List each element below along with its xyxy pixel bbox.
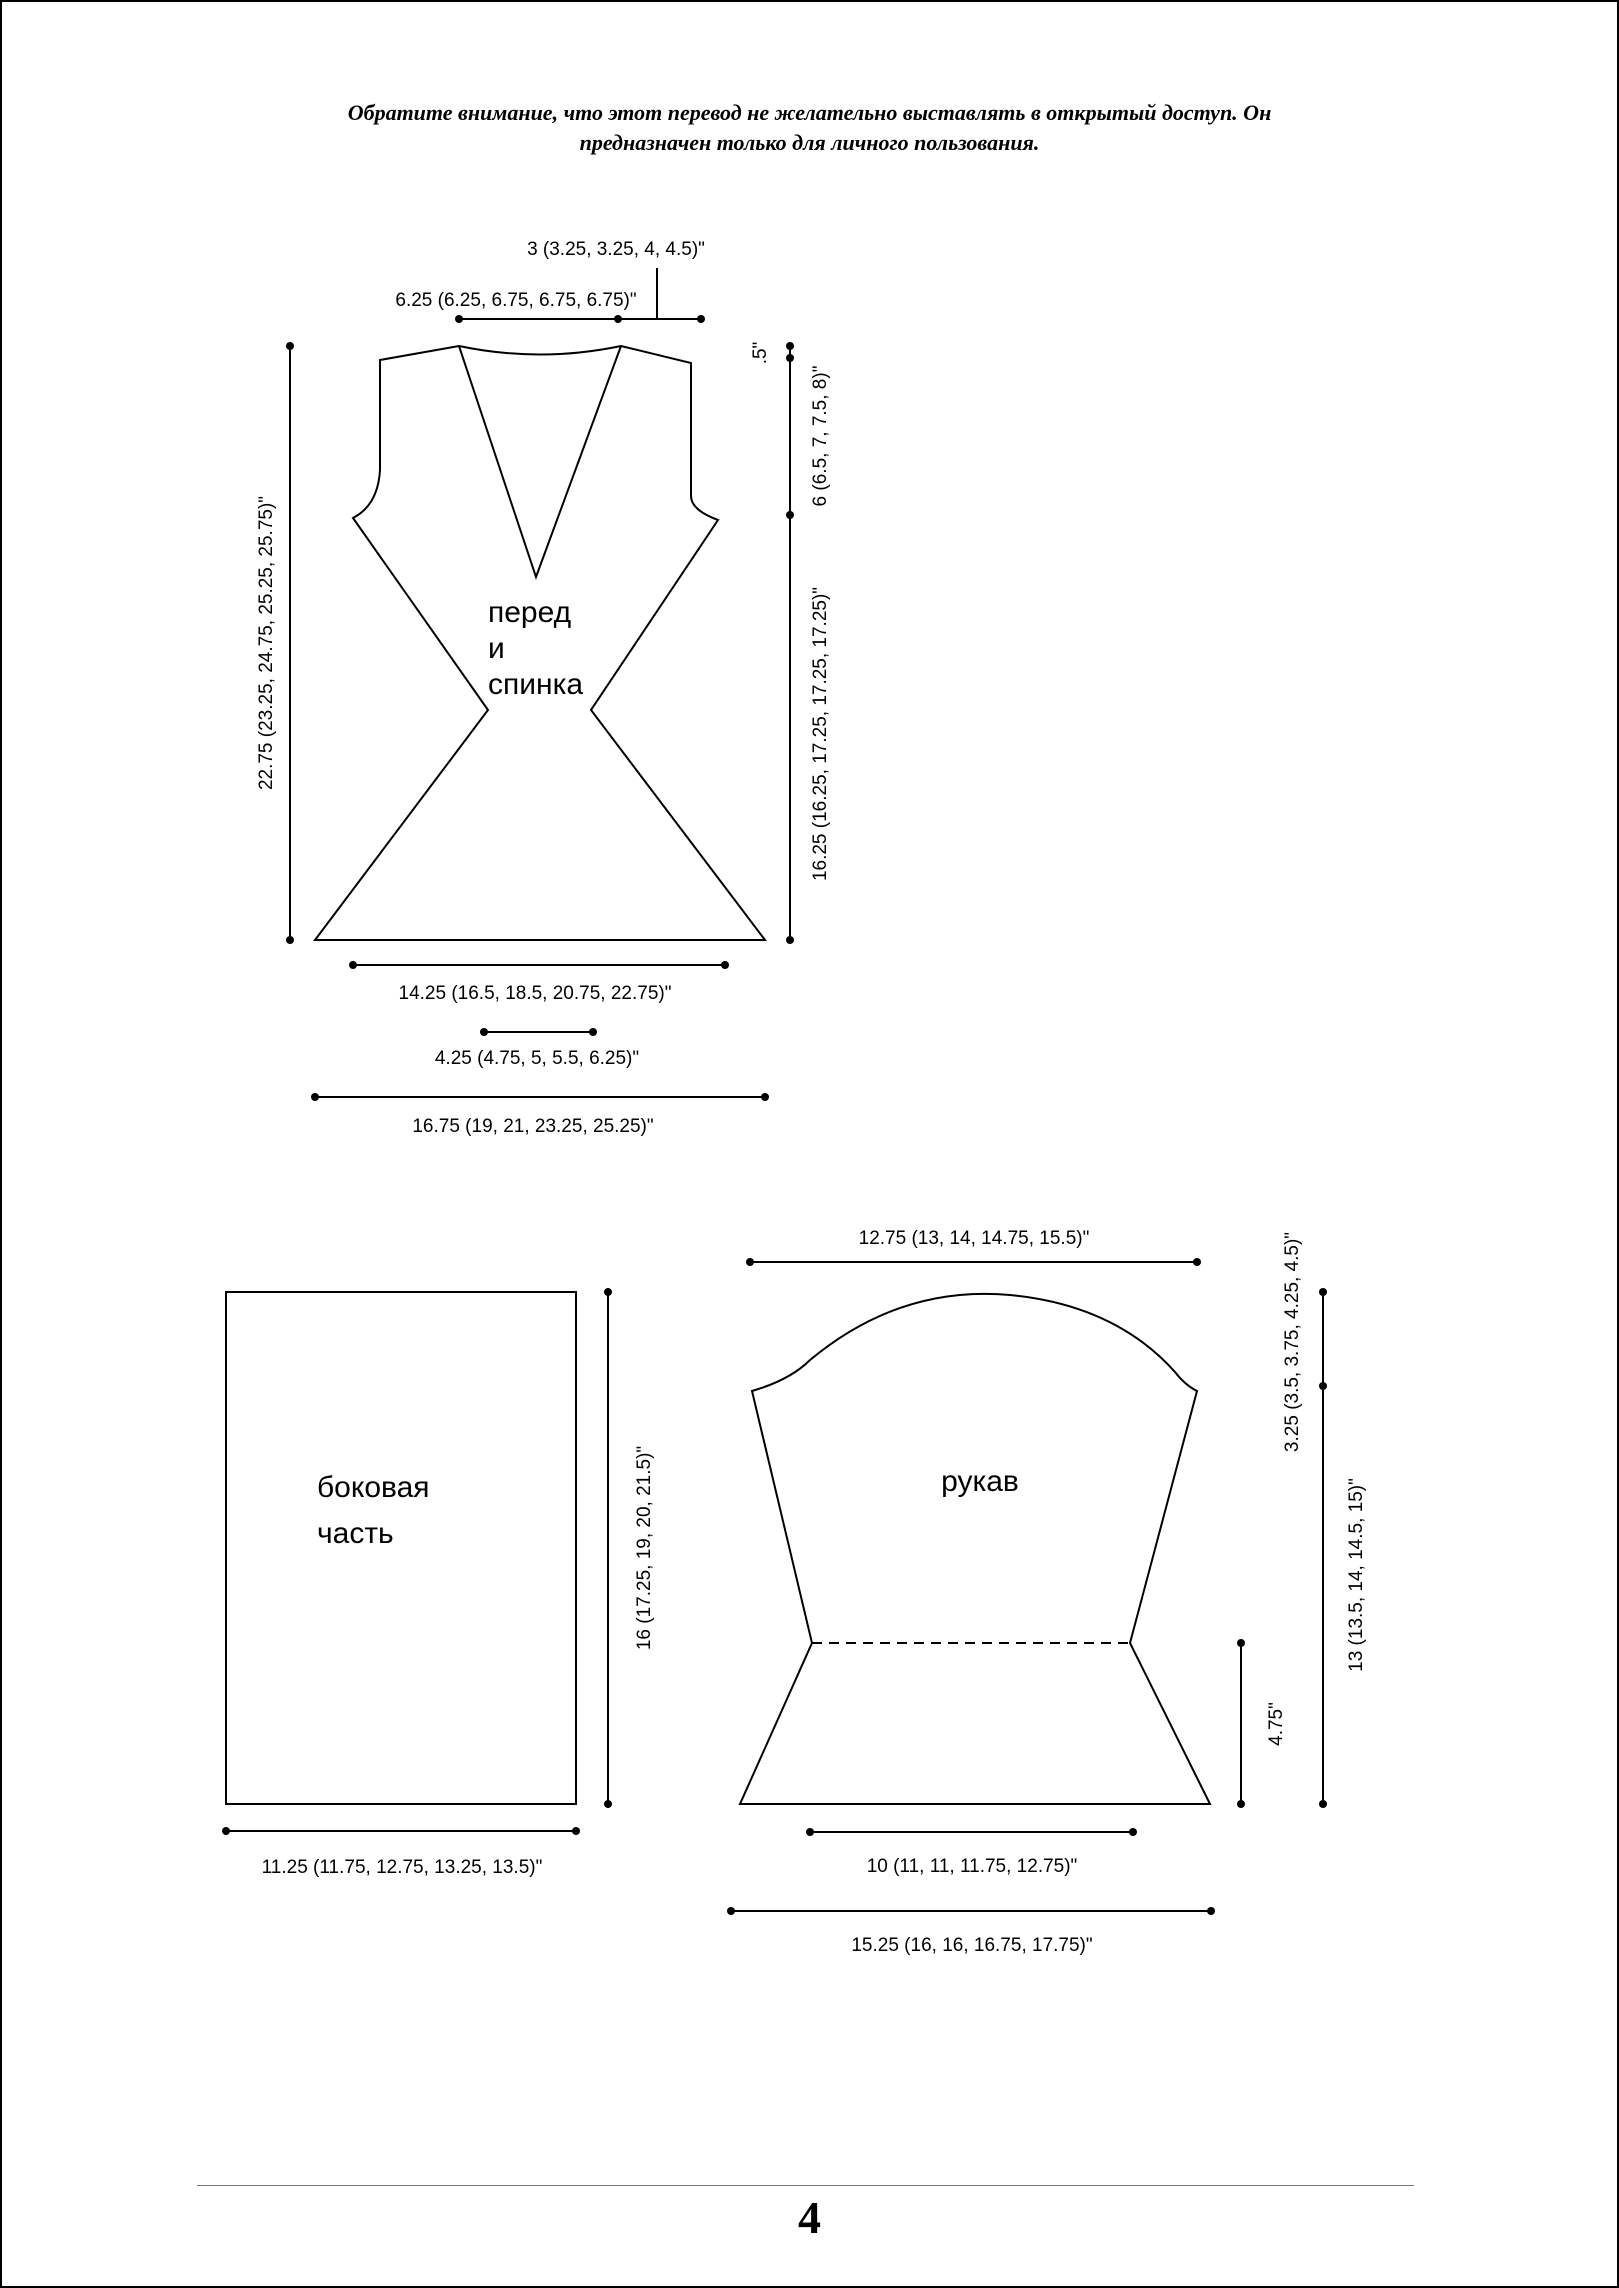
side-length-label: 16.25 (16.25, 17.25, 17.25, 17.25)": [810, 586, 831, 882]
sleeve-length-label: 13 (13.5, 14, 14.5, 15)": [1346, 1478, 1367, 1672]
total-length-label: 22.75 (23.25, 24.75, 25.25, 25.75)": [256, 495, 277, 791]
side-panel-label-2: часть: [317, 1517, 394, 1550]
front-back-label-3: спинка: [488, 668, 584, 701]
side-height-label: 16 (17.25, 19, 20, 21.5)": [634, 1445, 655, 1651]
cuff-height-label: 4.75": [1266, 1702, 1287, 1746]
sleeve-upper-width-label: 12.75 (13, 14, 14.75, 15.5)": [858, 1228, 1090, 1249]
shoulder-drop-label: .5": [750, 341, 771, 365]
sleeve-outline: [740, 1294, 1210, 1804]
front-back-outline: [315, 346, 765, 940]
front-back-label-2: и: [488, 632, 505, 665]
waist-width-label: 4.25 (4.75, 5, 5.5, 6.25)": [434, 1048, 640, 1069]
notice-line-1: Обратите внимание, что этот перевод не желательно выставлять в открытый доступ. Он: [347, 100, 1272, 125]
side-panel-label-1: боковая: [317, 1471, 430, 1504]
sleeve-label: рукав: [941, 1465, 1019, 1498]
cuff-width-label: 15.25 (16, 16, 16.75, 17.75)": [851, 1935, 1093, 1956]
hem-width-label: 16.75 (19, 21, 23.25, 25.25)": [412, 1116, 654, 1137]
footer-divider: [197, 2185, 1414, 2186]
side-width-label: 11.25 (11.75, 12.75, 13.25, 13.5)": [261, 1857, 543, 1878]
armhole-depth-label: 6 (6.5, 7, 7.5, 8)": [810, 365, 831, 507]
side-panel-outline: [226, 1292, 576, 1804]
neck-depth-label: 3 (3.25, 3.25, 4, 4.5)": [527, 239, 705, 260]
wrist-width-label: 10 (11, 11, 11.75, 12.75)": [866, 1856, 1078, 1877]
page-number: 4: [798, 2192, 821, 2243]
cap-height-label: 3.25 (3.5, 3.75, 4.25, 4.5)": [1282, 1231, 1303, 1453]
shoulder-width-label: 6.25 (6.25, 6.75, 6.75, 6.75)": [395, 290, 637, 311]
front-back-label-1: перед: [488, 596, 572, 629]
notice-line-2: предназначен только для личного пользования.: [579, 130, 1040, 155]
chest-width-label: 14.25 (16.5, 18.5, 20.75, 22.75)": [398, 983, 672, 1004]
dimension-endpoints: [222, 315, 1327, 1915]
